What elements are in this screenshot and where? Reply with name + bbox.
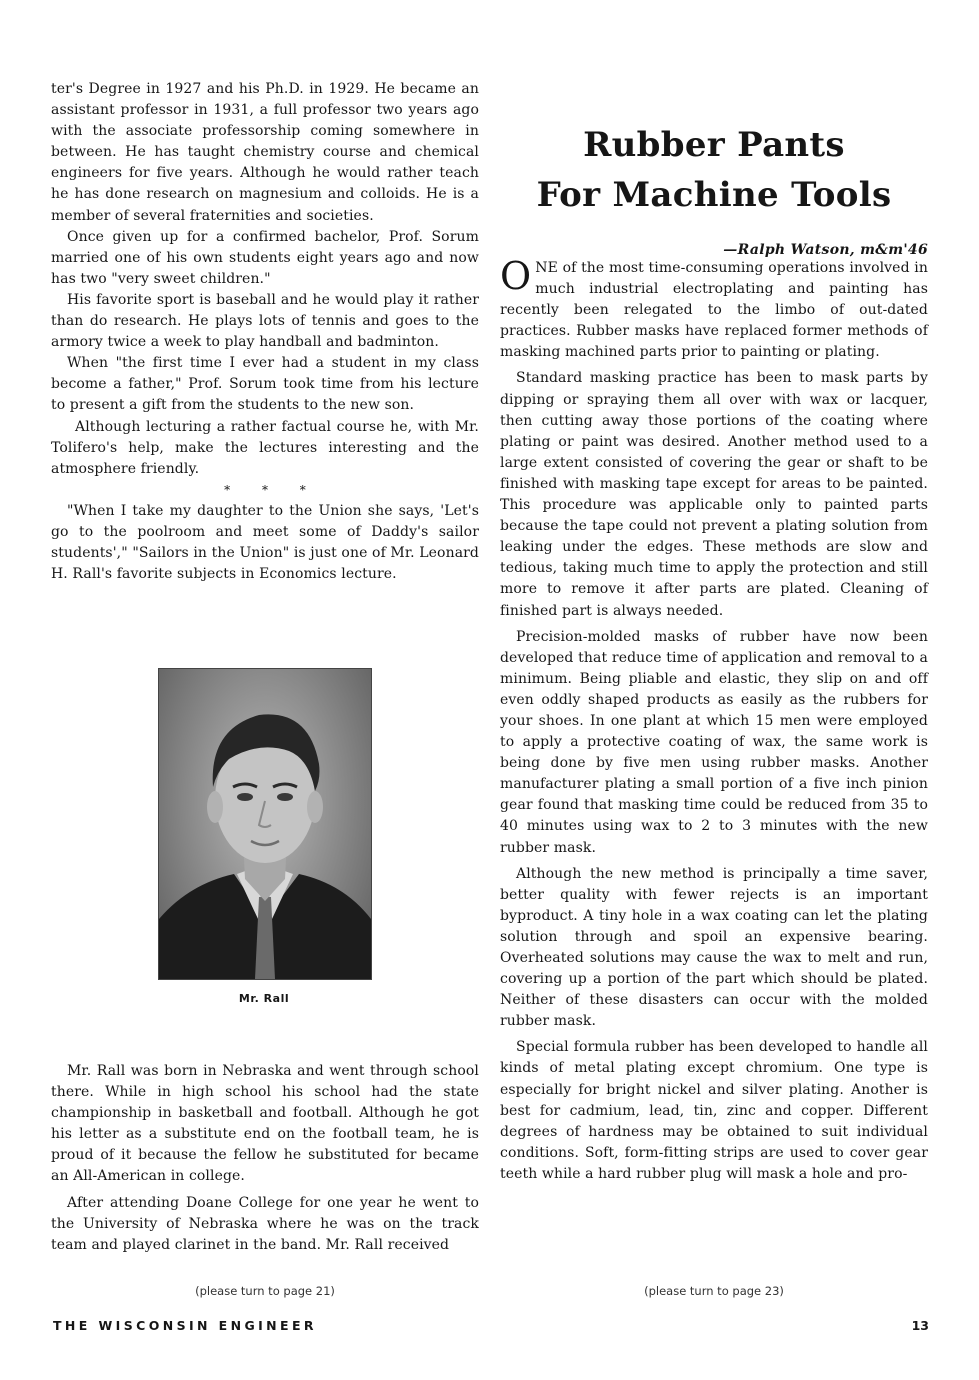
lead-paragraph-text: NE of the most time-consuming operations involved in much industrial electroplating and painting has recently been relegated to the limbo of out-dated practices. Rubber masks have replaced former methods of masking machined parts prior to painting or plating. — [500, 260, 928, 361]
lead-paragraph — [500, 254, 928, 363]
section-separator: * * * — [224, 482, 320, 497]
left-column — [51, 79, 479, 585]
portrait-illustration — [159, 669, 371, 979]
continued-note-right: (please turn to page 23) — [644, 1284, 784, 1298]
left-column-bottom — [51, 1061, 479, 1256]
photo-caption: Mr. Rall — [238, 992, 290, 1005]
right-column — [500, 120, 928, 1185]
publication-name: THE WISCONSIN ENGINEER — [53, 1318, 317, 1333]
quote-paragraph: "When I take my daughter to the Union she says, 'Let's go to the poolroom and meet some of Daddy's sailor students'," "Sailors in the Union" is just one of Mr. Leonard H. Rall's favorite subjects in Economics lecture. — [51, 502, 479, 583]
article-byline: —Ralph Watson, m&m'46 — [723, 242, 928, 258]
body-paragraph: Mr. Rall was born in Nebraska and went through school there. While in high school his school had the state championship in basketball and football. Although he got his letter as a substitute end on the football team, he is proud of it because the fellow he substituted for became an All-American in college. — [51, 1063, 479, 1185]
body-paragraph: Once given up for a confirmed bachelor, Prof. Sorum married one of his own students eight years ago and now has two "very sweet children." — [51, 228, 479, 287]
body-paragraph: ter's Degree in 1927 and his Ph.D. in 1929. He became an assistant professor in 1931, a full professor two years ago with the associate professorship coming somewhere in between. He has taught chemistry course and chemical engineers for five years. Although he would rather teach he has done research on magnesium and colloids. He is a member of several fraternities and societies. — [51, 81, 479, 224]
body-paragraph: Special formula rubber has been developed to handle all kinds of metal plating except chromium. One type is especially for bright nickel and silver plating. Another is best for cadmium, lead, tin, zinc and copper. Different degrees of hardness may be obtained to suit individual conditions. Soft, form-fitting strips are used to cover gear teeth while a hard rubber plug will mask a hole and pro- — [500, 1039, 928, 1182]
article-title-line2: For Machine Tools — [536, 175, 892, 215]
article-title-line1: Rubber Pants — [583, 125, 845, 165]
article-title — [500, 120, 928, 220]
body-paragraph: Precision-molded masks of rubber have now been developed that reduce time of application and removal to a minimum. Being pliable and elastic, they slip on and off even oddly shaped products as easily as the rubbers for your shoes. In one plant at which 15 men were employed to apply a protective coating of wax, the same work is being done by five men using rubber masks. Another manufacturer plating a small portion of a five inch pinion gear found that masking time could be reduced from 35 to 40 minutes using wax to 2 to 3 minutes with the new rubber mask. — [500, 628, 928, 856]
portrait-photo — [158, 668, 370, 978]
page-number: 13 — [911, 1318, 929, 1333]
body-paragraph: His favorite sport is baseball and he would play it rather than do research. He plays lots of tennis and goes to the armory twice a week to play handball and badminton. — [51, 291, 479, 351]
portrait-image — [158, 668, 372, 980]
body-paragraph: Standard masking practice has been to mask parts by dipping or spraying them all over with wax or lacquer, then cutting away those portions of the coating where plating or paint was desired. Another method used to a large extent consisted of covering the gear or shaft to be finished with masking tape except for areas to be painted. This procedure was applicable only to painted parts because the tape could not prevent a plating solution from leaking under the edges. These methods are slow and tedious, taking much time to apply the protection and still more to remove it after parts are plated. Cleaning of finished part is always needed. — [500, 370, 928, 619]
body-paragraph: Although lecturing a rather factual course he, with Mr. Tolifero's help, make the lectures interesting and the atmosphere friendly. — [51, 418, 479, 477]
drop-cap: O — [500, 254, 532, 298]
body-paragraph: After attending Doane College for one year he went to the University of Nebraska where he was on the track team and played clarinet in the band. Mr. Rall received — [51, 1194, 479, 1253]
body-paragraph: Although the new method is principally a time saver, better quality with fewer rejects is an important byproduct. A tiny hole in a wax coating can let the plating solution through and spoil an expensive bearing. Overheated solutions may cause the wax to melt and run, covering up a portion of the part which should be plated. Neither of these disasters can occur with the molded rubber mask. — [500, 865, 928, 1030]
continued-note-left: (please turn to page 21) — [195, 1284, 335, 1298]
body-paragraph: When "the first time I ever had a student in my class become a father," Prof. Sorum took time from his lecture to present a gift from the students to the new son. — [51, 355, 479, 414]
